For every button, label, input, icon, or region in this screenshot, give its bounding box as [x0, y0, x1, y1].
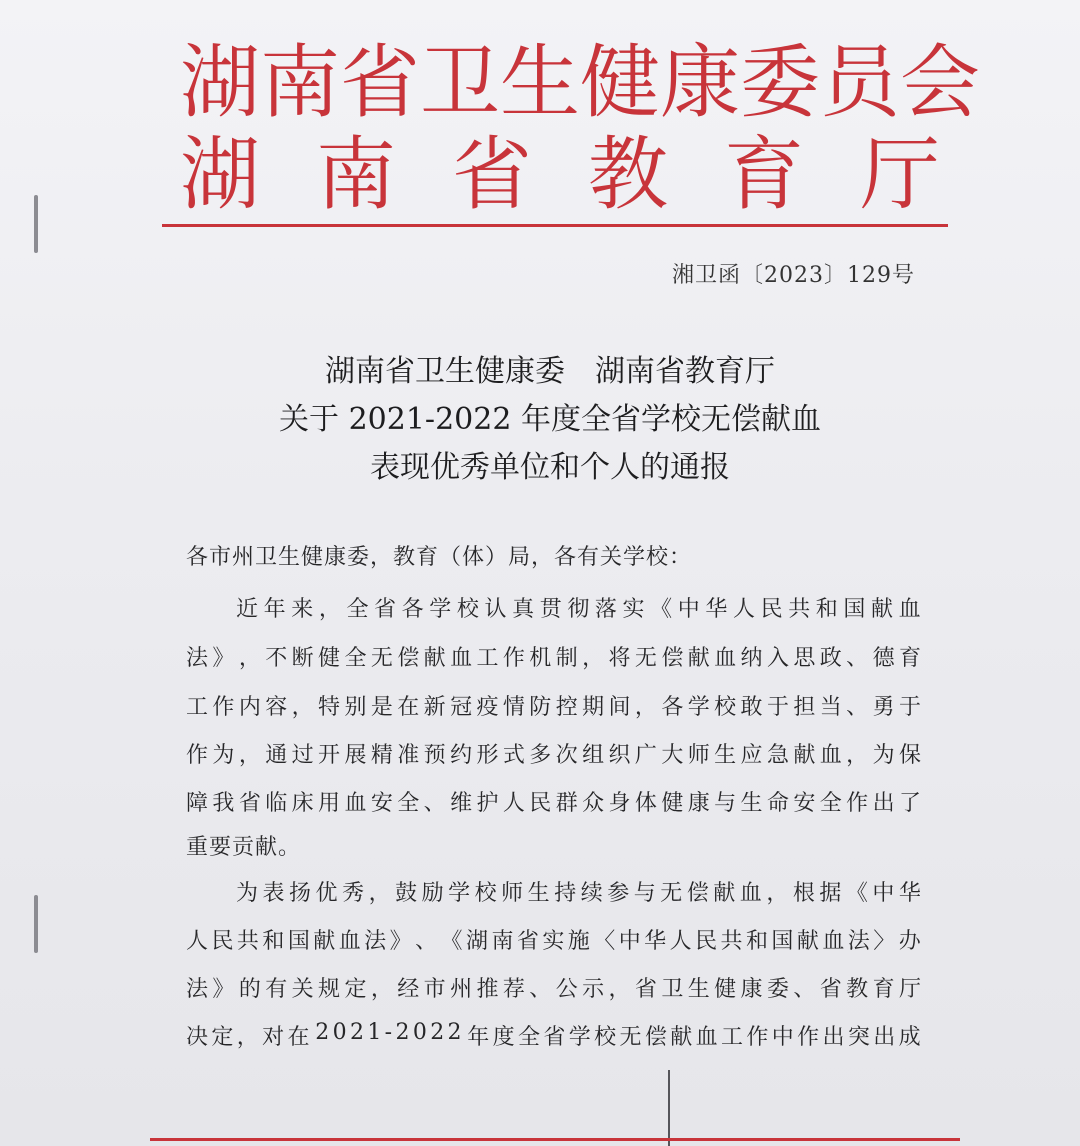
paragraph-2-line: 法 》 的 有 关 规 定 ， 经 市 州 推 荐 、 公 示 ， 省 卫 生 健 康 委 、 省 教 育 厅	[186, 977, 922, 1002]
org-name-char: 员	[820, 36, 900, 129]
staple-top	[34, 195, 38, 253]
pen-mark	[668, 1070, 670, 1146]
org-name-char: 省	[452, 128, 532, 221]
title-line-1: 湖南省卫生健康委 湖南省教育厅	[325, 354, 775, 389]
org-name-char: 教	[588, 128, 668, 221]
page-fold-red-edge	[150, 1138, 960, 1141]
title-line-3: 表现优秀单位和个人的通报	[370, 450, 730, 485]
org-name-char: 湖	[180, 128, 260, 221]
org-name-char: 会	[900, 36, 980, 129]
org-name-char: 健	[580, 36, 660, 129]
paragraph-1-line: 法 》 ， 不 断 健 全 无 偿 献 血 工 作 机 制 ， 将 无 偿 献 血 纳 入 思 政 、 德 育	[186, 646, 922, 671]
org-name-char: 生	[500, 36, 580, 129]
issuing-org-health-commission	[180, 36, 980, 129]
salutation: 各市州卫生健康委，教育（体）局，各有关学校：	[186, 545, 693, 570]
paragraph-1-line: 障 我 省 临 床 用 血 安 全 、 维 护 人 民 群 众 身 体 健 康 与 生 命 安 全 作 出 了	[186, 791, 922, 816]
staple-bottom	[34, 895, 38, 953]
paragraph-1-line: 工 作 内 容 ， 特 别 是 在 新 冠 疫 情 防 控 期 间 ， 各 学 校 敢 于 担 当 、 勇 于	[186, 695, 922, 720]
paragraph-2-line: 人 民 共 和 国 献 血 法 》 、 《 湖 南 省 实 施 〈 中 华 人 民 共 和 国 献 血 法 〉 办	[186, 929, 922, 954]
org-name-char: 湖	[180, 36, 260, 129]
org-name-char: 南	[260, 36, 340, 129]
org-name-char: 南	[316, 128, 396, 221]
document-title	[150, 348, 950, 492]
document-number: 湘卫函〔2023〕129号	[672, 263, 915, 288]
org-name-char: 省	[340, 36, 420, 129]
org-name-char: 厅	[860, 128, 940, 221]
header-red-rule	[162, 224, 948, 227]
org-name-char: 卫	[420, 36, 500, 129]
paragraph-1-line: 作 为 ， 通 过 开 展 精 准 预 约 形 式 多 次 组 织 广 大 师 生 应 急 献 血 ， 为 保	[186, 743, 922, 768]
paragraph-1-line: 近 年 来 ， 全 省 各 学 校 认 真 贯 彻 落 实 《 中 华 人 民 共 和 国 献 血	[236, 597, 922, 622]
issuing-org-education-department	[180, 130, 940, 220]
title-line-2: 关于 2021-2022 年度全省学校无偿献血	[279, 402, 821, 437]
paragraph-1-line: 重要贡献。	[186, 835, 302, 860]
org-name-char: 康	[660, 36, 740, 129]
paragraph-2-line: 决 定 ， 对 在 2 0 2 1 - 2 0 2 2 年 度 全 省 学 校 无 偿 献 血 工 作 中 作 出 突 出 成	[186, 1020, 922, 1050]
paragraph-2-line: 为 表 扬 优 秀 ， 鼓 励 学 校 师 生 持 续 参 与 无 偿 献 血 ， 根 据 《 中 华	[236, 881, 922, 906]
org-name-char: 委	[740, 36, 820, 129]
org-name-char: 育	[724, 128, 804, 221]
